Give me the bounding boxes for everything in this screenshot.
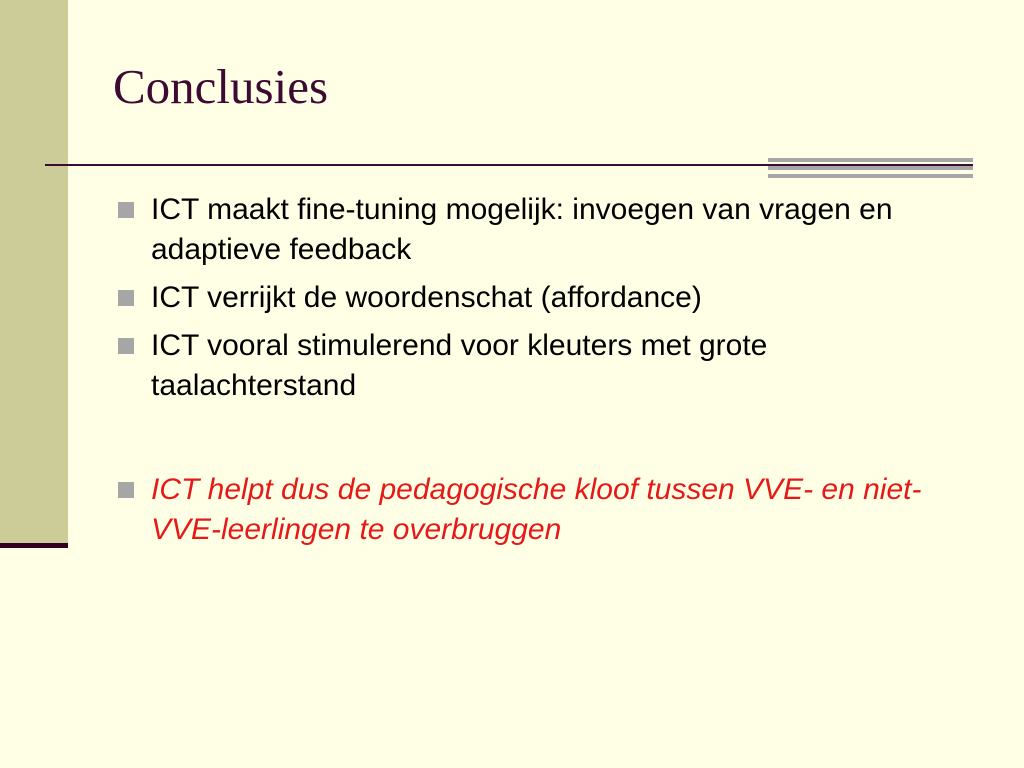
- divider-accent-stripe: [768, 174, 973, 178]
- bullet-text: ICT verrijkt de woordenschat (affordance): [151, 281, 702, 314]
- bullet-item-emphasis: [113, 470, 973, 550]
- bullet-list: [113, 190, 973, 558]
- left-decorative-bar: [0, 0, 68, 544]
- slide-title: Conclusies: [113, 59, 329, 114]
- square-bullet-icon: [118, 290, 134, 306]
- left-accent-line: [0, 543, 68, 548]
- square-bullet-icon: [118, 338, 134, 354]
- bullet-text: ICT maakt fine-tuning mogelijk: invoegen van vragen en adaptieve feedback: [151, 193, 893, 266]
- bullet-item: [113, 278, 973, 318]
- bullet-item: [113, 190, 973, 270]
- bullet-text: ICT vooral stimulerend voor kleuters met grote taalachterstand: [151, 329, 768, 402]
- bullet-item: [113, 326, 973, 406]
- square-bullet-icon: [118, 482, 134, 498]
- bullet-text: ICT helpt dus de pedagogische kloof tussen VVE- en niet-VVE-leerlingen te overbruggen: [151, 473, 922, 546]
- square-bullet-icon: [118, 202, 134, 218]
- divider-accent-stripe: [768, 158, 973, 162]
- divider-accent-stripe: [768, 166, 973, 170]
